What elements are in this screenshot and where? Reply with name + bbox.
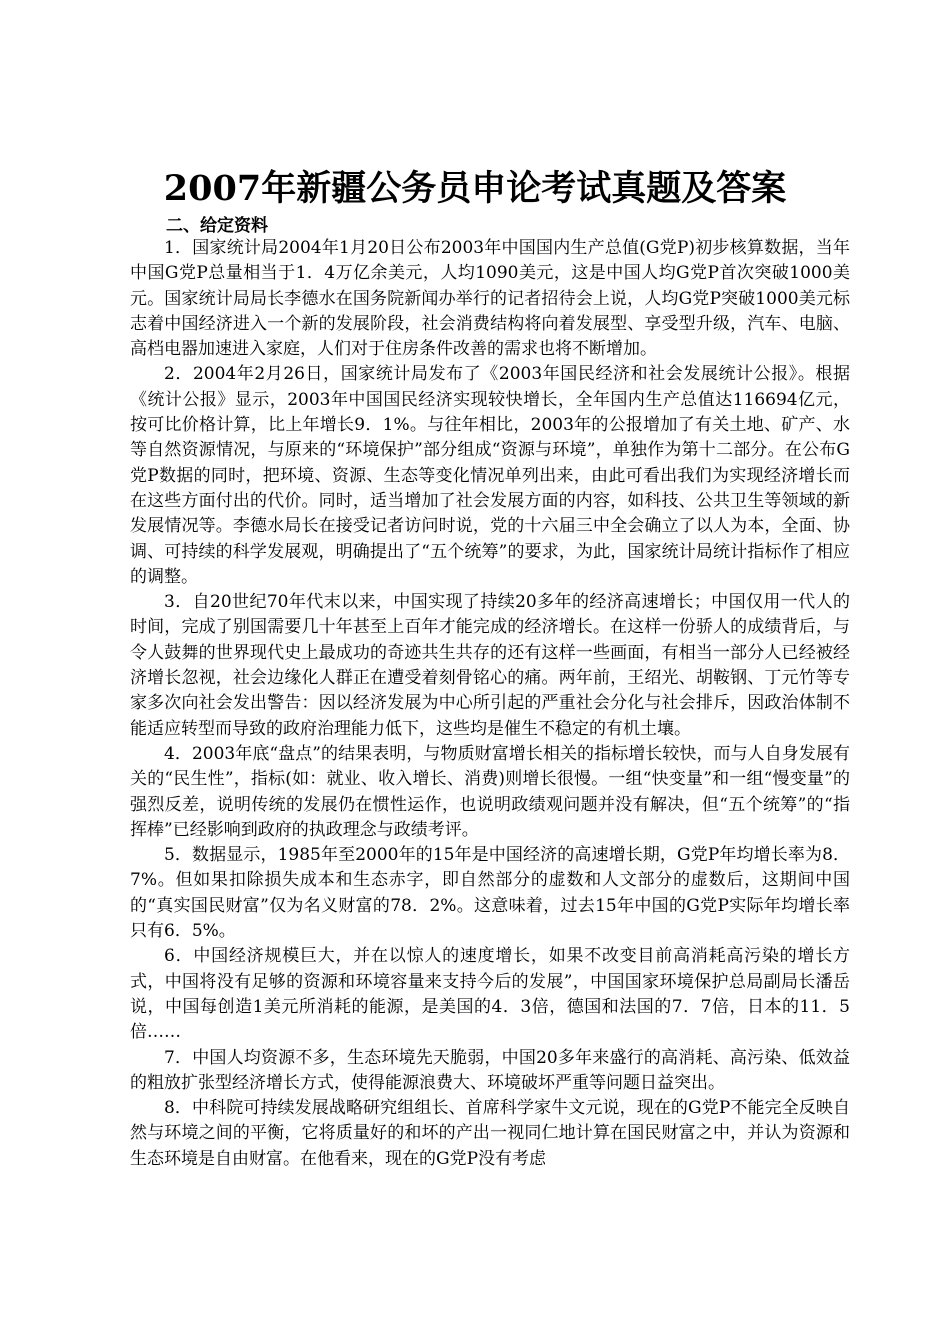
paragraph-4: 4．2003年底“盘点”的结果表明，与物质财富增长相关的指标增长较快，而与人自身发展有关的“民生性”，指标(如：就业、收入增长、消费)则增长很慢。一组“快变量”和一组“慢变量”的强烈反差，说明传统的发展仍在惯性运作，也说明政绩观问题并没有解决，但“五个统筹”的“指挥棒”已经影响到政府的执政理念与政绩考评。 — [130, 743, 850, 840]
paragraph-6: 6．中国经济规模巨大，并在以惊人的速度增长，如果不改变目前高消耗高污染的增长方式，中国将没有足够的资源和环境容量来支持今后的发展”，中国国家环境保护总局副局长潘岳说，中国每创造1美元所消耗的能源，是美国的4．3倍，德国和法国的7．7倍，日本的11．5倍…… — [130, 946, 850, 1043]
paragraph-3: 3．自20世纪70年代末以来，中国实现了持续20多年的经济高速增长；中国仅用一代人的时间，完成了别国需要几十年甚至上百年才能完成的经济增长。在这样一份骄人的成绩背后，与令人鼓舞的世界现代史上最成功的奇迹共生共存的还有这样一些画面，有相当一部分人已经被经济增长忽视，社会边缘化人群正在遭受着刻骨铭心的痛。两年前，王绍光、胡鞍钢、丁元竹等专家多次向社会发出警告：因以经济发展为中心所引起的严重社会分化与社会排斥，因政治体制不能适应转型而导致的政府治理能力低下，这些均是催生不稳定的有机土壤。 — [130, 592, 850, 739]
paragraph-1: 1．国家统计局2004年1月20日公布2003年中国国内生产总值(G党P)初步核算数据，当年中国G党P总量相当于1．4万亿余美元，人均1090美元，这是中国人均G党P首次突破1000美元。国家统计局局长李德水在国务院新闻办举行的记者招待会上说，人均G党P突破1000美元标志着中国经济进入一个新的发展阶段，社会消费结构将向着发展型、享受型升级，汽车、电脑、高档电器加速进入家庭，人们对于住房条件改善的需求也将不断增加。 — [130, 238, 850, 360]
paragraph-5: 5．数据显示，1985年至2000年的15年是中国经济的高速增长期，G党P年均增长率为8．7%。但如果扣除损失成本和生态赤字，即自然部分的虚数和人文部分的虚数后，这期间中国的“真实国民财富”仅为名义财富的78．2%。这意味着，过去15年中国的G党P实际年均增长率只有6．5%。 — [130, 845, 850, 942]
document-body — [130, 236, 850, 1172]
section-heading: 二、给定资料 — [166, 216, 268, 236]
document-title: 2007年新疆公务员申论考试真题及答案 — [163, 168, 787, 209]
paragraph-8: 8．中科院可持续发展战略研究组组长、首席科学家牛文元说，现在的G党P不能完全反映自然与环境之间的平衡，它将质量好的和坏的产出一视同仁地计算在国民财富之中，并认为资源和生态环境是自由财富。在他看来，现在的G党P没有考虑 — [130, 1098, 850, 1169]
paragraph-2: 2．2004年2月26日，国家统计局发布了《2003年国民经济和社会发展统计公报》。根据《统计公报》显示，2003年中国国民经济实现较快增长，全年国内生产总值达116694亿元，按可比价格计算，比上年增长9．1%。与往年相比，2003年的公报增加了有关土地、矿产、水等自然资源情况，与原来的“环境保护”部分组成“资源与环境”，单独作为第十二部分。在公布G党P数据的同时，把环境、资源、生态等变化情况单列出来，由此可看出我们为实现经济增长而在这些方面付出的代价。同时，适当增加了社会发展方面的内容，如科技、公共卫生等领域的新发展情况等。李德水局长在接受记者访问时说，党的十六届三中全会确立了以人为本，全面、协调、可持续的科学发展观，明确提出了“五个统筹”的要求，为此，国家统计局统计指标作了相应的调整。 — [130, 364, 850, 587]
paragraph-7: 7．中国人均资源不多，生态环境先天脆弱，中国20多年来盛行的高消耗、高污染、低效益的粗放扩张型经济增长方式，使得能源浪费大、环境破坏严重等问题日益突出。 — [130, 1047, 850, 1093]
